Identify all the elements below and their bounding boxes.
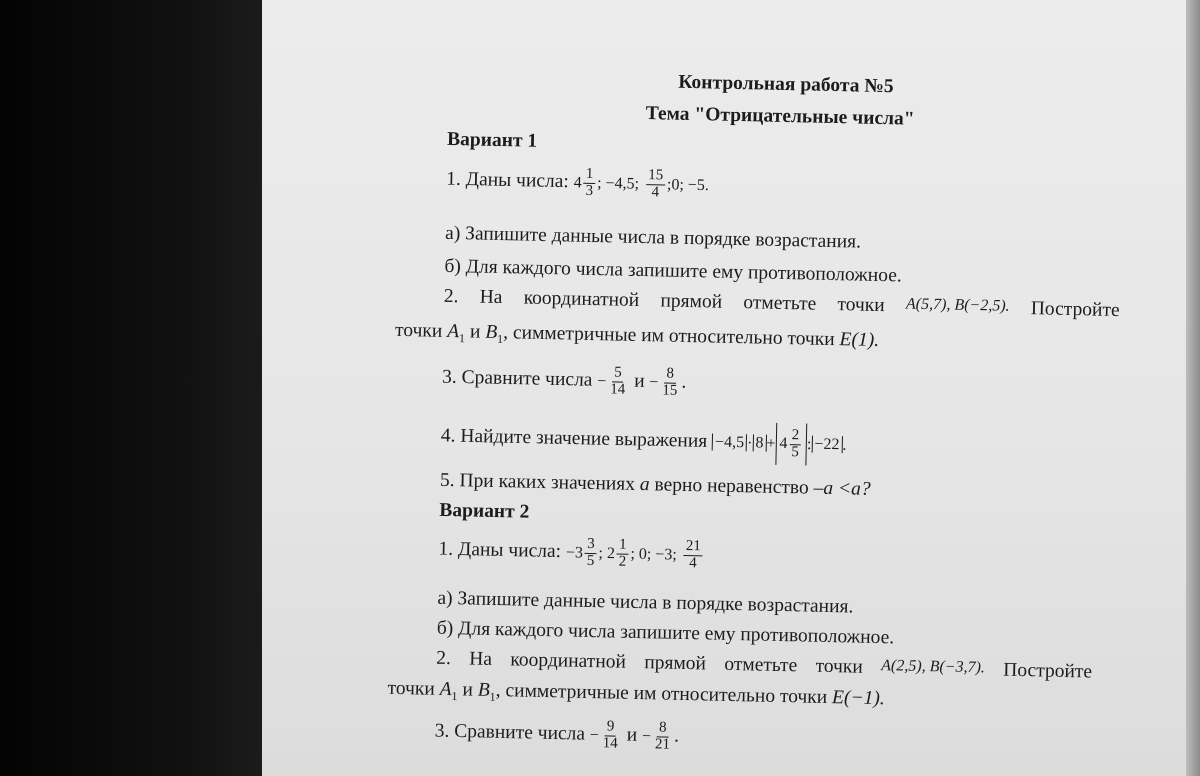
v2-q3-fraction-1 [601, 719, 621, 752]
v1-question-1a: а) Запишите данные числа в порядке возрастания. [444, 222, 862, 253]
v2-q1-fraction-3 [683, 539, 703, 572]
v2-q2-word: прямой [644, 652, 707, 675]
document-page [262, 0, 1186, 776]
v1-q3-fraction-2 [660, 366, 680, 399]
v2-q3-f2-den: 21 [654, 736, 671, 753]
v1-q1-fraction-1 [583, 167, 595, 200]
v1-q5-inequality: –a <a? [813, 477, 871, 500]
v2-q2-subscript: 1 [489, 689, 496, 704]
v1-q2-word: На [479, 286, 503, 309]
v1-q4-f-den: 5 [791, 443, 799, 460]
v2-q2-point-e: E(−1). [831, 687, 885, 710]
v1-question-1b: б) Для каждого числа запишите ему противоположное. [444, 255, 902, 287]
v1-q1-f1-num: 1 [584, 167, 596, 184]
v2-q2-text: , симметричные им относительно точки [495, 680, 833, 709]
v2-q1-sep: ; 2 [598, 544, 616, 563]
v2-question-2-line-1 [436, 649, 1092, 682]
v1-q2-text: , симметричные им относительно точки [503, 322, 840, 351]
v2-q2-word: 2. [436, 647, 452, 670]
v1-q4-whole: 4 [779, 434, 788, 453]
v1-q1-f2-num: 15 [646, 168, 665, 185]
v2-q2-point-a: A [439, 678, 452, 701]
v2-q1-fraction-1 [585, 537, 597, 570]
v2-question-1b: б) Для каждого числа запишите ему противоположное. [436, 617, 895, 649]
v1-q1-tail: ;0; −5. [666, 176, 710, 195]
v1-q5-variable: a [639, 474, 650, 496]
v1-q1-whole: 4 [573, 174, 582, 192]
v1-q5-mid: верно неравенство [649, 474, 814, 499]
v2-q3-f1-num: 9 [605, 719, 617, 736]
v1-q2-point-a: A [446, 320, 460, 343]
v1-q3-and: и [633, 370, 645, 392]
v2-q1-mid: ; 0; −3; [630, 545, 677, 564]
v2-question-2-line-2 [387, 679, 885, 711]
v1-q2-text: точки [394, 319, 448, 342]
v1-q4-abs-mixed [775, 423, 807, 466]
v1-q2-subscript: 1 [496, 331, 504, 347]
v2-q3-and: и [626, 724, 638, 746]
v1-q1-f1-den: 3 [585, 182, 594, 199]
v1-q2-word: отметьте [743, 292, 817, 315]
v2-q1-fraction-2 [617, 538, 629, 571]
v2-question-1a: а) Запишите данные числа в порядке возрастания. [437, 587, 854, 618]
v1-q3-f2-den: 15 [662, 382, 678, 399]
v1-q4-fraction [789, 428, 801, 461]
v1-q3-f1-den: 14 [609, 381, 626, 398]
v2-q1-f3-den: 4 [689, 554, 697, 571]
v1-question-4 [440, 416, 846, 466]
v2-q3-f1-den: 14 [602, 735, 618, 752]
v1-question-2-line-2 [395, 321, 879, 353]
v1-q4-abs-2: 8 [752, 435, 766, 452]
v1-question-2-line-1 [444, 287, 1120, 321]
v2-q2-word: Постройте [1003, 659, 1093, 683]
v1-q3-fraction-1 [608, 365, 628, 398]
v2-q3-end: . [673, 725, 680, 747]
v1-q1-fraction-2 [646, 168, 666, 201]
v2-q1-f2-num: 1 [617, 538, 629, 555]
v1-question-1 [446, 164, 709, 202]
v1-q2-word: прямой [660, 290, 723, 313]
v2-q2-point-b: B [477, 679, 490, 701]
variant-1-heading: Вариант 1 [446, 128, 538, 152]
document-topic: Тема "Отрицательные числа" [645, 103, 915, 130]
v1-q3-f1-num: 5 [612, 365, 624, 382]
v2-q2-word: точки [815, 655, 864, 678]
v2-q1-f2-den: 2 [618, 553, 627, 570]
monitor-bezel-left [0, 0, 262, 776]
v1-question-5 [440, 471, 871, 500]
v1-q2-point-e: E(1). [839, 329, 880, 351]
v1-q4-prefix: 4. Найдите значение выражения [440, 425, 708, 452]
v1-q5-prefix: 5. При каких значениях [439, 469, 641, 496]
v2-q1-f3-num: 21 [684, 539, 703, 556]
v2-question-1 [438, 534, 705, 572]
v1-q4-f-num: 2 [789, 428, 801, 445]
v1-q2-subscript: 1 [458, 331, 466, 346]
v1-q2-word: 2. [443, 285, 459, 308]
monitor-bezel-right [1186, 0, 1200, 776]
v2-q3-f2-num: 8 [657, 720, 669, 737]
v2-q1-whole: −3 [565, 544, 584, 562]
v1-q4-abs-3: −22 [811, 436, 842, 454]
v1-question-3 [442, 362, 687, 400]
v1-q2-point-b: B [485, 321, 498, 343]
v1-q3-prefix: 3. Сравните числа [441, 366, 593, 391]
v1-q4-colon: : [806, 435, 812, 454]
v1-q2-word: точки [837, 294, 885, 317]
v2-q2-subscript: 1 [451, 689, 458, 704]
v2-q3-prefix: 3. Сравните числа [434, 720, 586, 745]
document-screen [262, 0, 1186, 776]
v1-q3-end: . [681, 371, 687, 393]
v2-q2-word: На [469, 648, 493, 670]
v1-q1-mid: ; −4,5; [597, 174, 640, 193]
v1-q4-end: . [842, 436, 847, 454]
document-title: Контрольная работа №5 [678, 71, 894, 98]
v1-q3-minus: − [649, 373, 659, 392]
v2-q3-minus: − [589, 726, 600, 744]
v2-question-3 [434, 716, 679, 754]
v1-q2-text: и [464, 321, 486, 343]
v1-q3-f2-num: 8 [664, 367, 676, 384]
v2-q2-word: отметьте [724, 653, 798, 677]
v1-q2-points: A(5,7), B(−2,5). [905, 295, 1010, 315]
v1-q1-prefix: 1. Даны числа: [446, 168, 570, 193]
v1-q4-plus: + [766, 435, 776, 453]
v2-q2-word: координатной [510, 649, 627, 673]
variant-2-heading: Вариант 2 [439, 499, 530, 523]
v1-q4-dot: · [746, 434, 753, 452]
v1-q4-abs-1: −4,5 [712, 434, 747, 452]
v2-q1-prefix: 1. Даны числа: [438, 538, 562, 563]
v2-q3-fraction-2 [653, 720, 673, 753]
v2-q1-f1-den: 5 [586, 552, 595, 569]
v2-q2-text: точки [387, 677, 440, 700]
v1-q3-minus: − [597, 372, 607, 391]
v2-q2-points: A(2,5), B(−3,7). [881, 657, 986, 677]
v2-q1-f1-num: 3 [585, 537, 597, 554]
v2-q3-minus: − [641, 727, 652, 746]
v1-q2-word: координатной [523, 287, 640, 311]
v2-q2-text: и [457, 679, 479, 701]
v1-q1-f2-den: 4 [651, 183, 660, 201]
v1-q2-word: Постройте [1030, 298, 1120, 322]
